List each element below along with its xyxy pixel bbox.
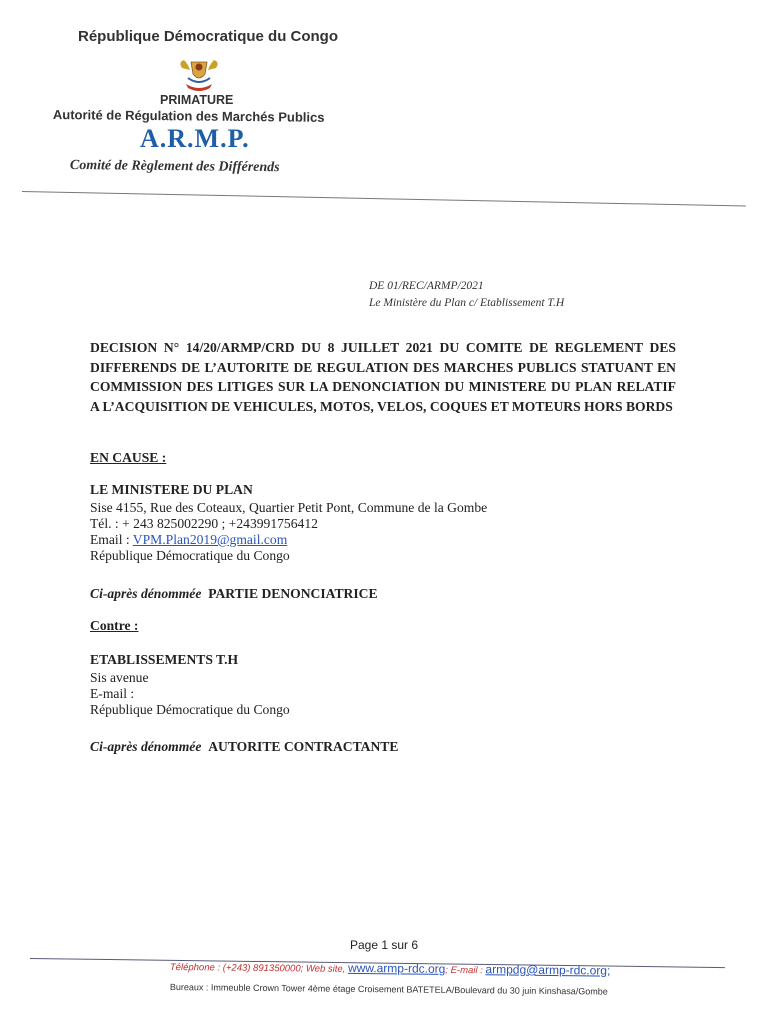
letterhead-office: PRIMATURE — [160, 93, 234, 107]
party-plaintiff-address: Sise 4155, Rue des Coteaux, Quartier Petit Pont, Commune de la Gombe — [90, 500, 488, 515]
party-plaintiff-name: LE MINISTERE DU PLAN — [90, 482, 253, 497]
party-plaintiff-email-row — [90, 532, 487, 548]
party-plaintiff-country: République Démocratique du Congo — [90, 548, 290, 563]
footer-address: Bureaux : Immeuble Crown Tower 4ème étage Croisement BATETELA/Boulevard du 30 juin Kinshasa/Gombe — [169, 982, 608, 997]
contre-label: Contre : — [90, 618, 139, 633]
letterhead-authority: Autorité de Régulation des Marchés Publics — [52, 107, 325, 125]
party-defendant — [90, 652, 290, 718]
footer-email-link[interactable]: armpdg@armp-rdc.org — [485, 962, 608, 978]
party-defendant-email: E-mail : — [90, 686, 135, 701]
footer-email-label: ; E-mail : — [445, 964, 486, 977]
letterhead-committee: Comité de Règlement des Différends — [69, 158, 280, 176]
footer-website-link[interactable]: www.armp-rdc.org — [347, 960, 446, 976]
coat-of-arms-icon — [176, 58, 222, 94]
footer-email-suffix: ; — [606, 963, 611, 978]
email-label: Email : — [90, 532, 133, 547]
party-plaintiff-phone: Tél. : + 243 825002290 ; +243991756412 — [90, 516, 318, 531]
designation-prefix: Ci-après dénommée — [90, 586, 202, 601]
header-divider — [22, 191, 746, 207]
party-plaintiff — [90, 482, 487, 564]
party-defendant-address: Sis avenue — [90, 670, 149, 685]
plaintiff-designation — [90, 586, 378, 602]
party-defendant-country: République Démocratique du Congo — [90, 702, 290, 717]
designation-prefix: Ci-après dénommée — [90, 739, 202, 754]
designation-value: PARTIE DENONCIATRICE — [208, 586, 378, 601]
party-defendant-name: ETABLISSEMENTS T.H — [90, 652, 239, 667]
case-reference — [369, 278, 564, 312]
footer-phone: Téléphone : (+243) 891350000; Web site, — [169, 961, 349, 975]
en-cause-label: EN CAUSE : — [90, 450, 167, 465]
case-number: DE 01/REC/ARMP/2021 — [369, 280, 484, 292]
letterhead-country: République Démocratique du Congo — [78, 28, 339, 45]
footer-contact — [170, 959, 611, 978]
party-plaintiff-email-link[interactable]: VPM.Plan2019@gmail.com — [132, 532, 288, 547]
case-parties: Le Ministère du Plan c/ Etablissement T.H — [369, 297, 565, 309]
letterhead-acronym: A.R.M.P. — [140, 124, 250, 153]
decision-title: DECISION N° 14/20/ARMP/CRD DU 8 JUILLET 2021 DU COMITE DE REGLEMENT DES DIFFERENDS DE L’AUTORITE DE REGULATION DES MARCHES PUBLICS STATUANT EN COMMISSION DES LITIGES SUR LA DENONCIATION DU MINISTERE DU PLAN RELATIF A L’ACQUISITION DE VEHICULES, MOTOS, VELOS, COQUES ET MOTEURS HORS BORDS — [90, 340, 676, 414]
defendant-designation — [90, 739, 398, 755]
page-number: Page 1 sur 6 — [349, 938, 419, 952]
designation-value: AUTORITE CONTRACTANTE — [208, 739, 399, 754]
